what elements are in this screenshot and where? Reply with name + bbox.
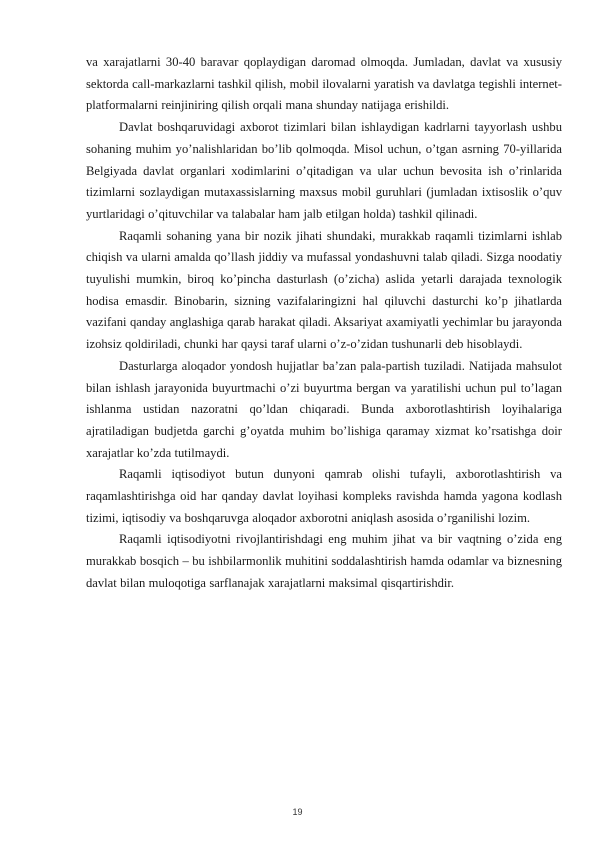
paragraph-digital-systems: Raqamli sohaning yana bir nozik jihati shundaki, murakkab raqamli tizimlarni ishlab chiqish va ularni amalda qo’llash jiddiy va mufassal yondashuvni talab qiladi. Sizga noodatiy tuyulishi mumkin, biroq ko’pincha dasturlash (o’zicha) aslida yetarli darajada texnologik hodisa emasdir. Binobarin, sizning vazifalaringizni hal qiluvchi dasturchi ko’p jihatlarda vazifani qanday anglashiga qarab harakat qiladi. Aksariyat axamiyatli yechimlar bu jarayonda izohsiz qoldiriladi, chunki har qaysi taraf ularni o’z-o’zidan tushunarli deb hisoblaydi. bbox=[86, 228, 562, 352]
page-number: 19 bbox=[292, 807, 303, 817]
document-body bbox=[86, 52, 562, 595]
paragraph-continuation: va xarajatlarni 30-40 baravar qoplaydigan daromad olmoqda. Jumladan, davlat va xususiy sektorda call-markazlarni tashkil qilish, mobil ilovalarni yaratish va davlatga tegishli internet-platformalarni reinjiniring qilish orqali mana shunday natijaga erishildi. bbox=[86, 55, 562, 113]
paragraph-staff-training: Davlat boshqaruvidagi axborot tizimlari bilan ishlaydigan kadrlarni tayyorlash ushbu sohaning muhim yo’nalishlaridan bo’lib qolmoqda. Misol uchun, o’tgan asrning 70-yillarida Belgiyada davlat organlari xodimlarini o’qitadigan va ular uchun bevosita ish o’rinlarida tizimlarni sozlaydigan mutaxassislarning maxsus mobil guruhlari (jumladan ixtisoslik o’quv yurtlaridagi o’qituvchilar va talabalar ham jalb etilgan holda) tashkil qilinadi. bbox=[86, 120, 562, 221]
paragraph-digital-economy: Raqamli iqtisodiyot butun dunyoni qamrab olishi tufayli, axborotlashtirish va raqamlashtirishga oid har qanday davlat loyihasi kompleks ravishda hamda yagona kodlash tizimi, iqtisodiy va boshqaruvga aloqador axborotni aniqlash asosida o’rganilishi lozim. bbox=[86, 467, 562, 525]
paragraph-business-environment: Raqamli iqtisodiyotni rivojlantirishdagi eng muhim jihat va bir vaqtning o’zida eng murakkab bosqich – bu ishbilarmonlik muhitini soddalashtirish hamda odamlar va biznesning davlat bilan muloqotiga sarflanajak xarajatlarni maksimal qisqartirishdir. bbox=[86, 532, 562, 590]
paragraph-documentation: Dasturlarga aloqador yondosh hujjatlar ba’zan pala-partish tuziladi. Natijada mahsulot bilan ishlash jarayonida buyurtmachi o’zi buyurtma bergan va yaratilishi uchun pul to’lagan ishlanma ustidan nazoratni qo’ldan chiqaradi. Bunda axborotlashtirish loyihalariga ajratiladigan budjetda garchi g’oyatda muhim bo’lishiga qaramay xizmat ko’rsatishga doir xarajatlar ko’zda tutilmaydi. bbox=[86, 358, 562, 460]
